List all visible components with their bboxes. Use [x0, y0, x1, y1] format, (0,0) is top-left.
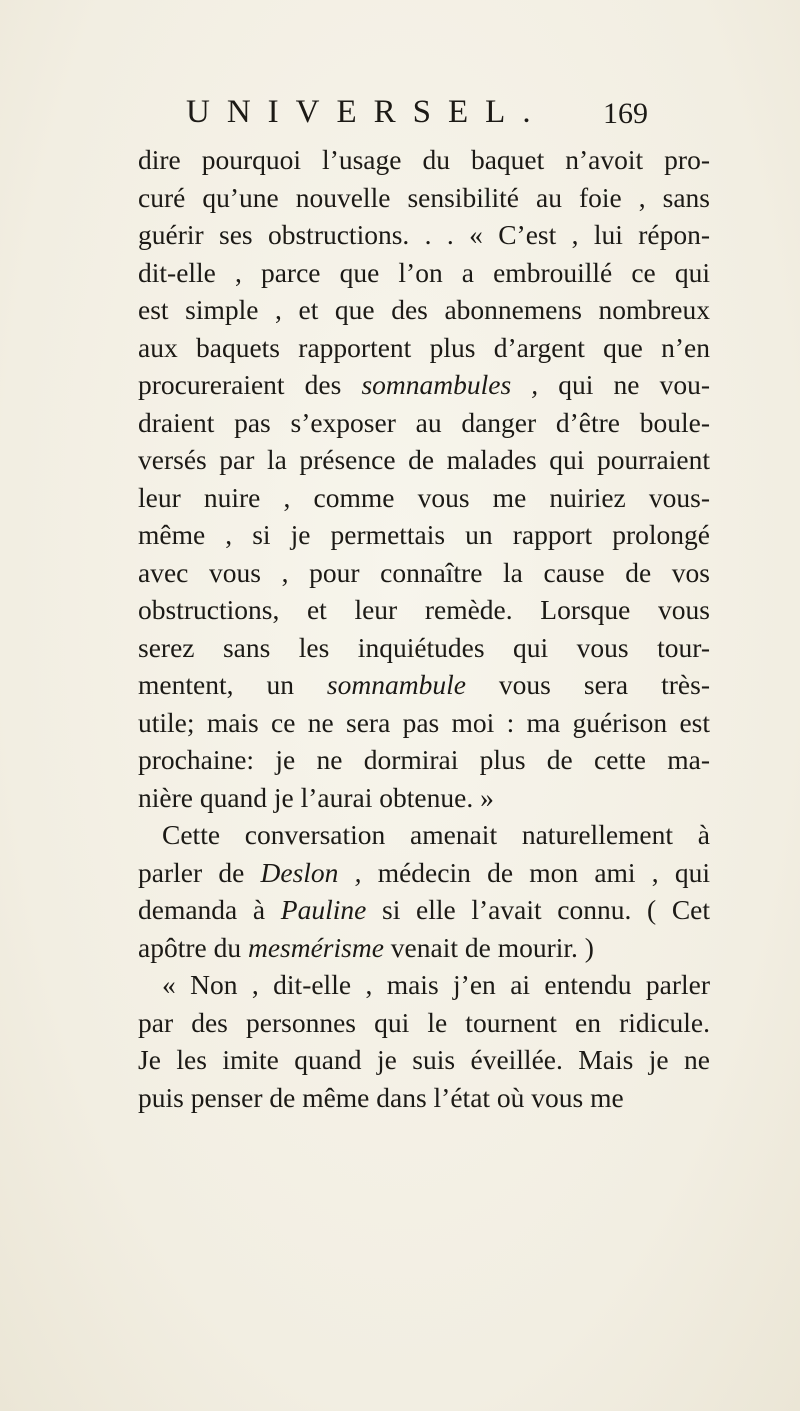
running-title: UNIVERSEL.: [186, 94, 548, 130]
text-line: [138, 479, 710, 517]
text-segment: obstructions, et leur remède. Lorsque vous: [138, 594, 710, 625]
text-line: [138, 254, 710, 292]
text-segment: si elle l’avait connu. ( Cet: [366, 894, 711, 925]
text-segment: draient pas s’exposer au danger d’être boule-: [138, 406, 710, 438]
text-line: [138, 591, 710, 629]
text-line: [138, 966, 710, 1004]
text-line: [138, 404, 710, 442]
italic-text: Deslon ,: [260, 856, 362, 888]
text-segment: médecin de mon ami , qui: [361, 856, 710, 888]
text-line: [138, 741, 710, 779]
text-line: [138, 366, 710, 404]
text-segment: dit-elle , parce que l’on a embrouillé ce qui: [138, 256, 710, 288]
page-header: [186, 92, 666, 132]
text-segment: est simple , et que des abonnemens nombreux: [138, 294, 710, 325]
text-line: [138, 1041, 710, 1079]
text-line: [138, 816, 710, 854]
text-segment: Cette conversation amenait naturellement à: [162, 819, 710, 850]
text-segment: par des personnes qui le tournent en ridicule.: [138, 1006, 710, 1038]
text-segment: procureraient des: [138, 369, 362, 400]
italic-text: somnambule: [326, 669, 466, 700]
text-segment: parler de: [138, 856, 261, 888]
text-segment: venait de mourir. ): [383, 931, 594, 963]
text-segment: « Non , dit-elle , mais j’en ai entendu parler: [162, 969, 710, 1000]
text-segment: guérir ses obstructions. . . « C’est , lui répon-: [138, 219, 710, 250]
text-segment: aux baquets rapportent plus d’argent que n’en: [138, 331, 710, 363]
text-line: [138, 629, 710, 667]
text-line: [138, 291, 710, 329]
text-segment: demanda à: [138, 894, 281, 925]
text-line: [138, 554, 710, 592]
text-segment: avec vous , pour connaître la cause de vos: [138, 556, 710, 588]
text-line: [138, 141, 710, 179]
text-line: [138, 854, 710, 892]
italic-text: mesmérisme: [247, 931, 384, 963]
text-line: [138, 1004, 710, 1042]
text-segment: utile; mais ce ne sera pas moi : ma guérison est: [138, 706, 710, 738]
text-line: [138, 704, 710, 742]
text-segment: mentent, un: [138, 669, 327, 700]
body-text: [138, 141, 710, 1116]
text-line: [138, 666, 710, 704]
page-number: 169: [603, 97, 648, 130]
text-line: [138, 516, 710, 554]
text-line: [138, 929, 710, 967]
text-line: [138, 1079, 710, 1117]
italic-text: somnambules ,: [361, 369, 539, 400]
text-segment: leur nuire , comme vous me nuiriez vous-: [138, 481, 710, 513]
text-segment: serez sans les inquiétudes qui vous tour-: [138, 631, 710, 663]
text-segment: prochaine: je ne dormirai plus de cette ma-: [138, 744, 710, 775]
text-segment: qui ne vou-: [538, 369, 710, 400]
text-line: [138, 891, 710, 929]
italic-text: Pauline: [280, 894, 367, 925]
text-line: [138, 779, 710, 817]
text-segment: vous sera très-: [465, 669, 710, 700]
text-line: [138, 329, 710, 367]
text-segment: même , si je permettais un rapport prolongé: [138, 519, 710, 550]
text-segment: dire pourquoi l’usage du baquet n’avoit pro-: [138, 144, 710, 175]
text-segment: nière quand je l’aurai obtenue. »: [138, 781, 494, 813]
text-segment: curé qu’une nouvelle sensibilité au foie , sans: [138, 181, 710, 213]
text-segment: versés par la présence de malades qui pourraient: [138, 444, 710, 475]
text-segment: apôtre du: [138, 931, 248, 963]
text-segment: Je les imite quand je suis éveillée. Mais je ne: [138, 1044, 710, 1075]
text-line: [138, 441, 710, 479]
text-line: [138, 179, 710, 217]
text-segment: puis penser de même dans l’état où vous me: [138, 1081, 624, 1113]
text-line: [138, 216, 710, 254]
